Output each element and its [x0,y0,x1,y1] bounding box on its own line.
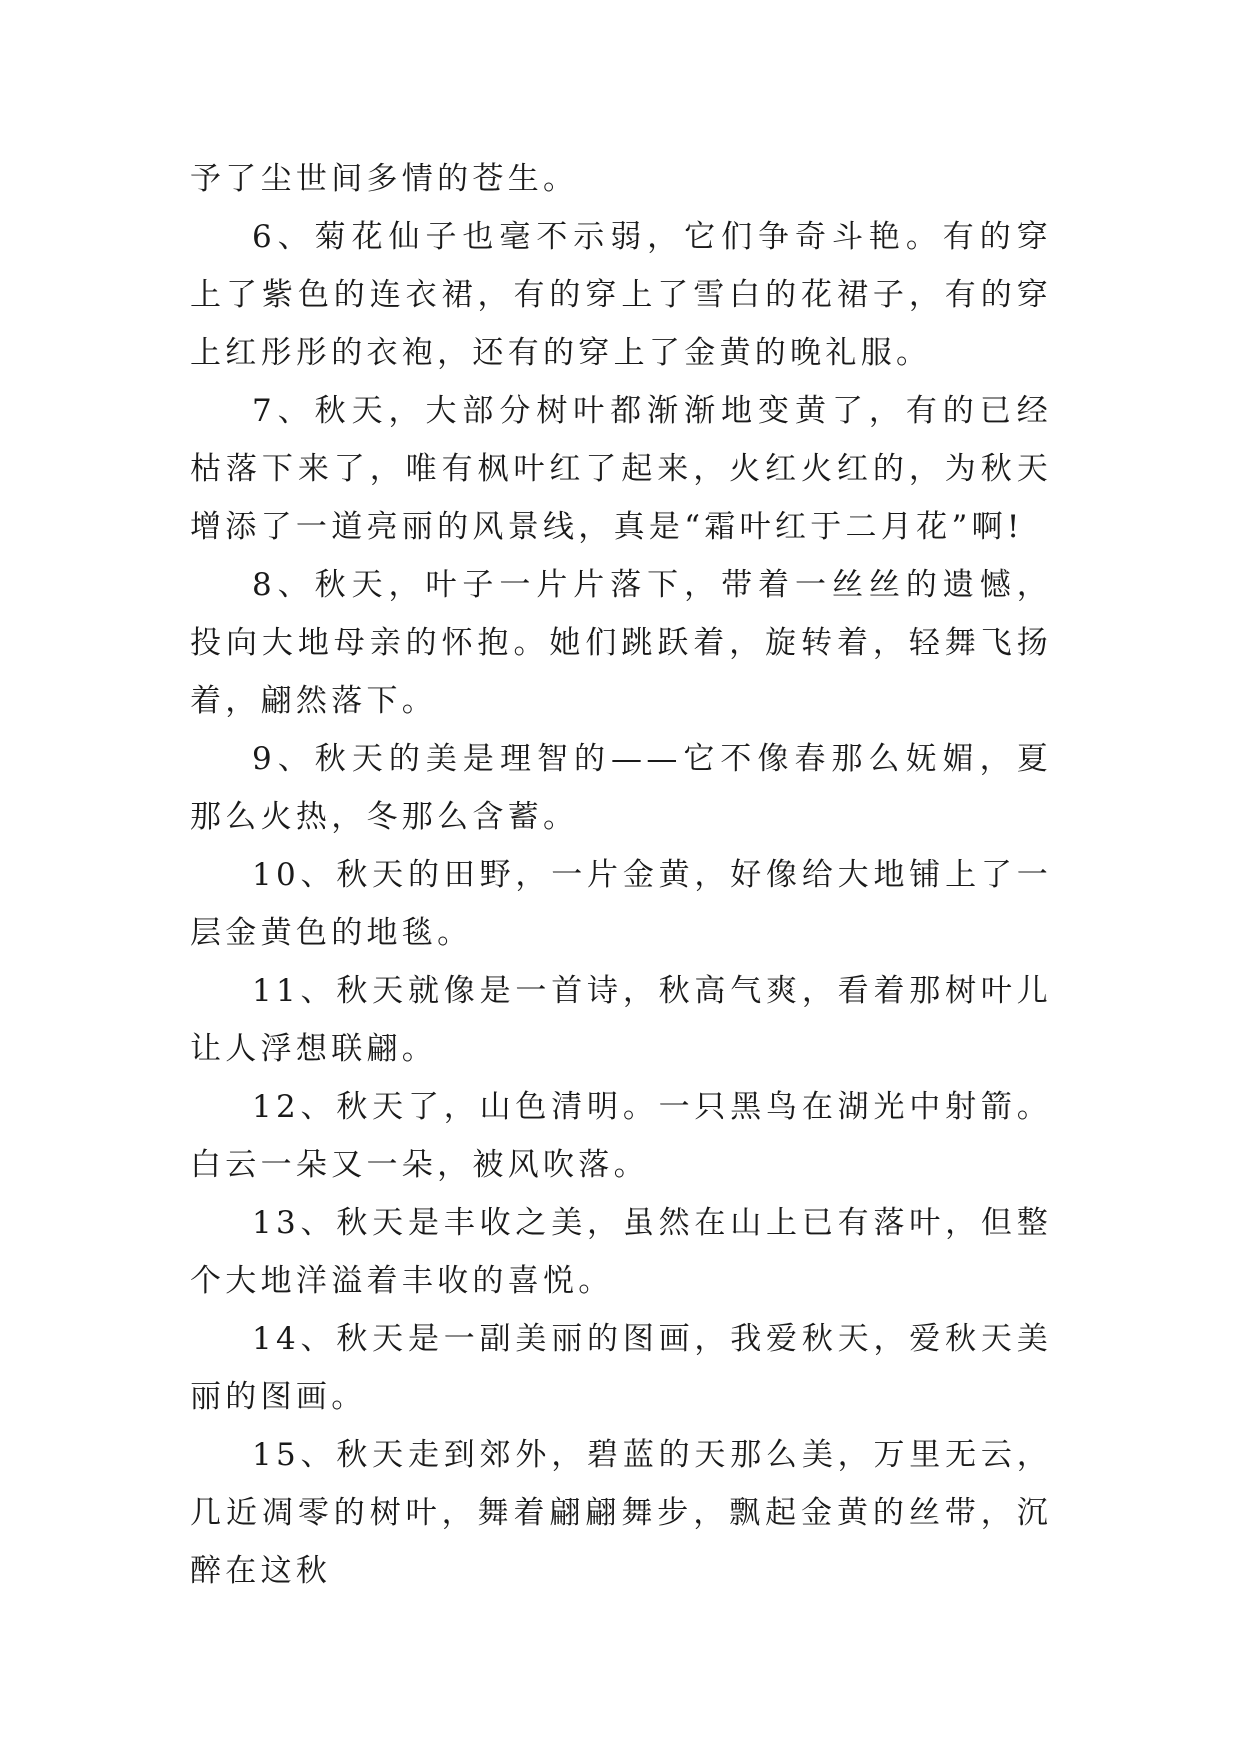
paragraph-item-14: 14、秋天是一副美丽的图画，我爱秋天，爱秋天美丽的图画。 [190,1321,1052,1415]
paragraph-item-9: 9、秋天的美是理智的——它不像春那么妩媚，夏那么火热，冬那么含蓄。 [190,741,1052,835]
paragraph-continuation: 予了尘世间多情的苍生。 [190,161,579,197]
paragraph-item-6: 6、菊花仙子也毫不示弱，它们争奇斗艳。有的穿上了紫色的连衣裙，有的穿上了雪白的花裙子，有的穿上红彤彤的衣袍，还有的穿上了金黄的晚礼服。 [190,219,1052,371]
paragraph-item-10: 10、秋天的田野，一片金黄，好像给大地铺上了一层金黄色的地毯。 [190,857,1052,951]
paragraph-item-7: 7、秋天，大部分树叶都渐渐地变黄了，有的已经枯落下来了，唯有枫叶红了起来，火红火红的，为秋天增添了一道亮丽的风景线，真是“霜叶红于二月花”啊! [190,393,1052,545]
paragraph-item-11: 11、秋天就像是一首诗，秋高气爽，看着那树叶儿让人浮想联翩。 [190,973,1052,1067]
paragraph-item-13: 13、秋天是丰收之美，虽然在山上已有落叶，但整个大地洋溢着丰收的喜悦。 [190,1205,1052,1299]
paragraph-item-15: 15、秋天走到郊外，碧蓝的天那么美，万里无云，几近凋零的树叶，舞着翩翩舞步，飘起金黄的丝带，沉醉在这秋 [190,1437,1052,1589]
paragraph-item-12: 12、秋天了，山色清明。一只黑鸟在湖光中射箭。白云一朵又一朵，被风吹落。 [190,1089,1052,1183]
paragraph-item-8: 8、秋天，叶子一片片落下，带着一丝丝的遗憾，投向大地母亲的怀抱。她们跳跃着，旋转着，轻舞飞扬着，翩然落下。 [190,567,1052,719]
document-body [190,150,1052,1600]
